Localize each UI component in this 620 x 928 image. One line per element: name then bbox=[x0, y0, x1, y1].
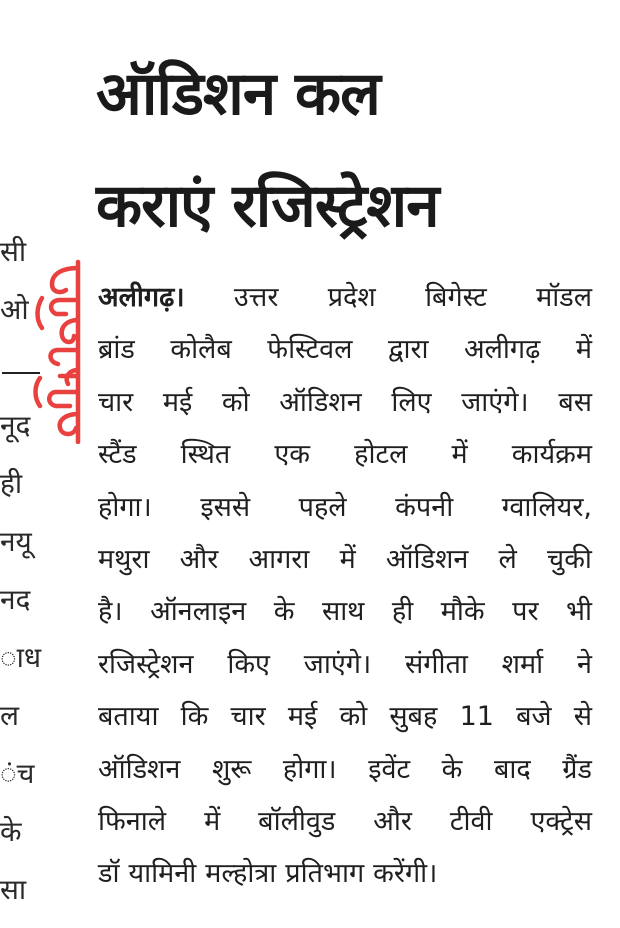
adjacent-column-fragment-text: ही bbox=[0, 467, 23, 500]
article-line bbox=[98, 326, 592, 378]
article-word: सुबह bbox=[389, 701, 438, 733]
article-word: स्टैंड bbox=[98, 439, 137, 471]
hindustan-logo bbox=[30, 258, 92, 444]
adjacent-column-fragment-text: नयू bbox=[0, 525, 32, 558]
article-word: द्वारा bbox=[387, 334, 429, 366]
article-line bbox=[98, 484, 592, 536]
article-word: मई bbox=[162, 386, 193, 418]
article-word: फेस्टिवल bbox=[267, 334, 353, 366]
article-word: भी bbox=[565, 596, 592, 628]
article-line bbox=[98, 850, 592, 902]
article-word: टीवी bbox=[449, 805, 493, 837]
article-word: पहले bbox=[298, 491, 347, 523]
article-word: कार्यक्रम bbox=[511, 439, 592, 471]
article-word: चार bbox=[98, 386, 134, 418]
article-word: आगरा bbox=[248, 543, 310, 575]
headline-line-1: ऑडिशन कल bbox=[96, 59, 380, 129]
article-word: बताया bbox=[98, 701, 159, 733]
adjacent-column-fragment-text: सा bbox=[0, 873, 27, 906]
article-word: रजिस्ट्रेशन bbox=[98, 648, 194, 680]
article-word: मथुरा bbox=[98, 543, 150, 575]
article-line bbox=[98, 693, 592, 745]
article-line bbox=[98, 536, 592, 588]
article-word: होटल bbox=[354, 439, 408, 471]
article-word: ऑडिशन bbox=[385, 543, 469, 575]
article-word: होगा। bbox=[282, 753, 337, 785]
article-word: शुरू bbox=[211, 753, 252, 785]
article-word: शर्मा bbox=[501, 648, 544, 680]
article-word: ने bbox=[576, 648, 592, 680]
dateline: अलीगढ़। bbox=[98, 282, 185, 313]
article-word: ले bbox=[498, 543, 517, 575]
article-word: मौके bbox=[440, 596, 485, 628]
article-word: अलीगढ़ bbox=[464, 334, 541, 366]
adjacent-column-fragment-text: सी bbox=[0, 235, 27, 268]
article-body bbox=[98, 274, 592, 903]
article-word: प्रतिभाग bbox=[285, 858, 365, 890]
article-word: ब्रांड bbox=[98, 334, 135, 366]
article-word: में bbox=[339, 543, 356, 575]
article-word: से bbox=[573, 701, 592, 733]
article-word: प्रदेश bbox=[327, 282, 376, 313]
article-word: ऑनलाइन bbox=[150, 596, 247, 628]
article-word: 11 bbox=[459, 701, 494, 733]
article-word: में bbox=[575, 334, 592, 366]
article-word: है। bbox=[98, 596, 123, 628]
article-word: लिए bbox=[391, 386, 432, 418]
article-word: स्थित bbox=[180, 439, 231, 471]
article-line bbox=[98, 641, 592, 693]
article-word: कोलैब bbox=[170, 334, 232, 366]
article-word: एक्ट्रेस bbox=[530, 805, 592, 837]
article-line bbox=[98, 379, 592, 431]
article-word: में bbox=[451, 439, 468, 471]
article-word: किए bbox=[227, 648, 270, 680]
article-word: चुकी bbox=[547, 543, 592, 575]
article-word: उत्तर bbox=[233, 282, 279, 313]
article-word: मॉडल bbox=[536, 282, 592, 313]
article-word: साथ bbox=[321, 596, 365, 628]
headline-line-2: कराएं रजिस्ट्रेशन bbox=[96, 171, 439, 241]
hindustan-logo-icon bbox=[30, 258, 92, 444]
adjacent-column-fragment-text: ओ bbox=[0, 293, 29, 326]
article-word: इवेंट bbox=[368, 753, 411, 785]
article-word: फिनाले bbox=[98, 805, 167, 837]
article-word: और bbox=[373, 805, 412, 837]
article-word: जाएंगे। bbox=[461, 386, 529, 418]
article-word: एक bbox=[274, 439, 311, 471]
article-word: बजे bbox=[516, 701, 552, 733]
article-word: बाद bbox=[493, 753, 531, 785]
article-word: मल्होत्रा bbox=[205, 858, 277, 890]
article-word: ग्वालियर, bbox=[501, 491, 592, 523]
article-line bbox=[98, 431, 592, 483]
article-word: चार bbox=[230, 701, 266, 733]
article-line bbox=[98, 274, 592, 326]
adjacent-column-fragment-text: नद bbox=[0, 583, 31, 616]
article-line bbox=[98, 746, 592, 798]
article-word: ग्रैंड bbox=[562, 753, 592, 785]
article-word: इससे bbox=[200, 491, 251, 523]
article-word: को bbox=[339, 701, 368, 733]
article-word: होगा। bbox=[98, 491, 152, 523]
article-word: ही bbox=[391, 596, 414, 628]
article-word: को bbox=[221, 386, 250, 418]
article-word: ऑडिशन bbox=[279, 386, 362, 418]
article-word: मई bbox=[287, 701, 318, 733]
article-word: डॉ bbox=[98, 858, 120, 890]
article-word: ऑडिशन bbox=[98, 753, 181, 785]
article-word: के bbox=[441, 753, 463, 785]
adjacent-column-fragment-text: के bbox=[0, 815, 22, 848]
article-line bbox=[98, 798, 592, 850]
article-word: बॉलीवुड bbox=[258, 805, 336, 837]
adjacent-column-fragment-text: ल bbox=[0, 699, 19, 732]
adjacent-column-fragment-text: ाध bbox=[0, 641, 42, 674]
article-word: संगीता bbox=[405, 648, 468, 680]
adjacent-column-fragment-text: नूद bbox=[0, 409, 31, 442]
article-word: बस bbox=[558, 386, 592, 418]
article-word: और bbox=[179, 543, 219, 575]
article-word: के bbox=[273, 596, 295, 628]
article-word: पर bbox=[512, 596, 539, 628]
article-word: में bbox=[204, 805, 221, 837]
headline bbox=[96, 38, 606, 262]
article-word: जाएंगे। bbox=[303, 648, 372, 680]
article-line bbox=[98, 588, 592, 640]
article-word: करेंगी। bbox=[373, 858, 438, 890]
adjacent-column-fragment-text: ंच bbox=[0, 757, 35, 790]
article-word: यामिनी bbox=[128, 858, 197, 890]
article-word: बिगेस्ट bbox=[425, 282, 487, 313]
article-word: कि bbox=[180, 701, 209, 733]
article-word: कंपनी bbox=[395, 491, 454, 523]
